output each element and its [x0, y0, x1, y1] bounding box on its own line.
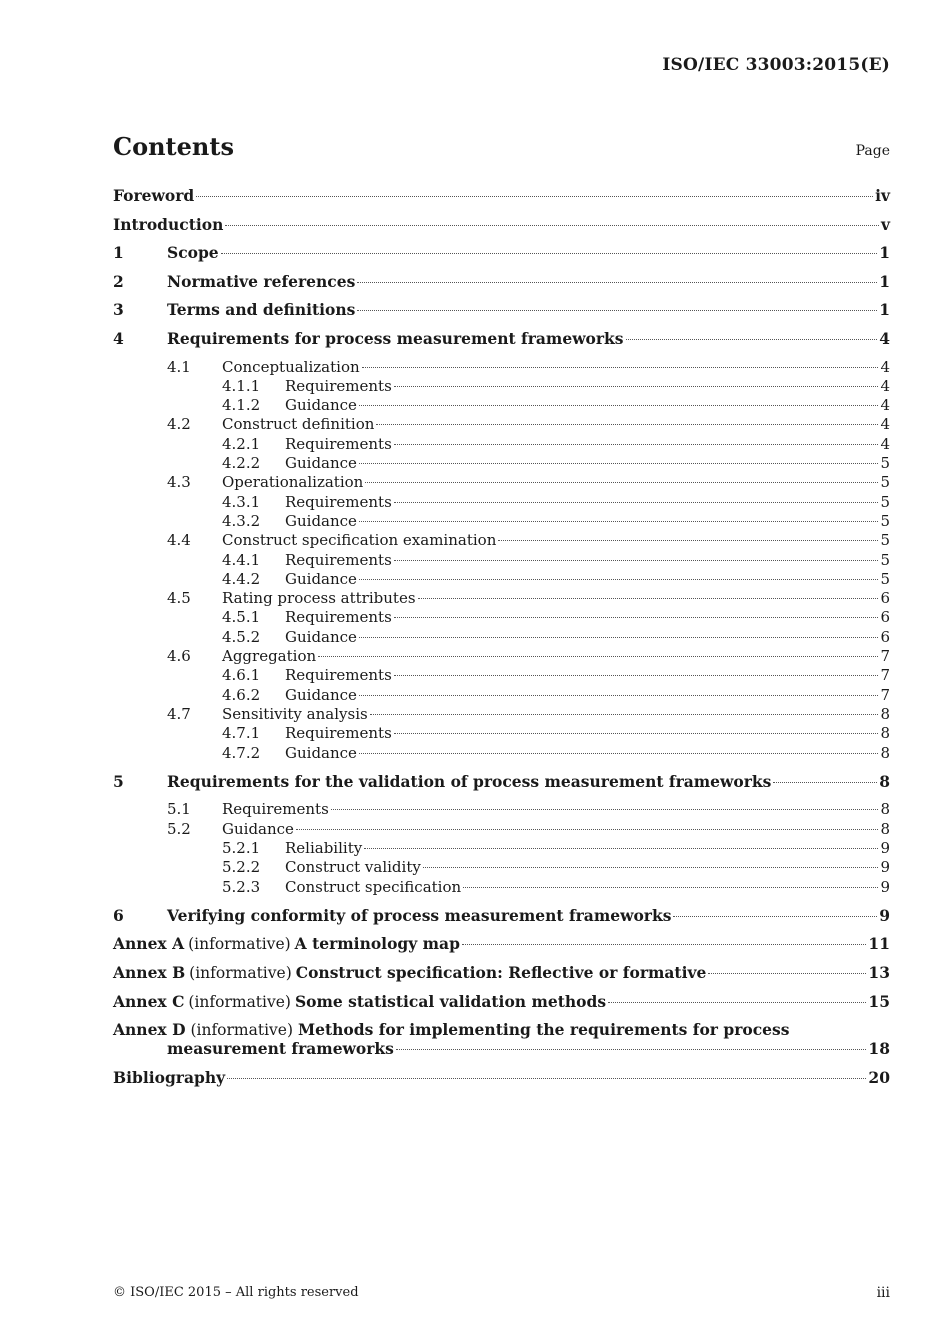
- toc-page-number: 5: [880, 473, 890, 492]
- toc-entry-subsubsection[interactable]: [113, 435, 890, 454]
- toc-entry-section[interactable]: [113, 243, 890, 272]
- toc-page-number: iv: [875, 186, 890, 205]
- toc-entry-subsection[interactable]: [113, 589, 890, 608]
- toc-entry-annex[interactable]: [113, 934, 890, 963]
- toc-entry-subsubsection[interactable]: [113, 396, 890, 415]
- annex-label: Annex C: [113, 991, 185, 1011]
- toc-entry-foreword[interactable]: [113, 186, 890, 215]
- toc-entry-subsection[interactable]: [113, 647, 890, 666]
- toc-entry-subsection[interactable]: [113, 473, 890, 492]
- toc-entry-text: Requirements: [285, 724, 392, 743]
- dot-leader: [394, 733, 879, 734]
- annex-title: Some statistical validation methods: [294, 991, 607, 1011]
- toc-entry-subsubsection[interactable]: [113, 724, 890, 743]
- toc-entry-text: Reliability: [285, 838, 363, 857]
- dot-leader: [394, 560, 879, 561]
- toc-entry-subsubsection[interactable]: [113, 744, 890, 763]
- toc-entry-text: Requirements: [285, 608, 392, 627]
- toc-page-number: 1: [879, 243, 890, 263]
- dot-leader: [394, 617, 879, 618]
- toc-entry-number: 5.2.2: [222, 858, 261, 877]
- toc-entry-subsubsection[interactable]: [113, 493, 890, 512]
- toc-entry-introduction[interactable]: [113, 215, 890, 244]
- dot-leader: [359, 695, 879, 696]
- toc-page-number: 8: [880, 704, 890, 723]
- toc-entry-text: Requirements: [285, 376, 392, 395]
- toc-page-number: 7: [880, 666, 890, 685]
- dot-leader: [331, 809, 879, 810]
- toc-entry-text: Guidance: [285, 627, 357, 646]
- toc-entry-text: Requirements: [285, 666, 392, 685]
- toc-entry-number: 4.2.2: [222, 454, 261, 473]
- section-spacer: [113, 763, 890, 772]
- toc-entry-subsubsection[interactable]: [113, 454, 890, 473]
- toc-page-number: 8: [879, 771, 890, 791]
- toc-entry-text: Guidance: [285, 454, 357, 473]
- toc-entry-section[interactable]: [113, 906, 890, 935]
- toc-entry-subsubsection[interactable]: [113, 377, 890, 396]
- toc-entry-subsubsection[interactable]: [113, 628, 890, 647]
- toc-entry-text: Foreword: [113, 186, 195, 205]
- dot-leader: [359, 637, 879, 638]
- toc-entry-subsection[interactable]: [113, 415, 890, 434]
- toc-page-number: 18: [868, 1039, 890, 1059]
- toc-entry-subsubsection[interactable]: [113, 608, 890, 627]
- dot-leader: [359, 405, 879, 406]
- copyright-notice: © ISO/IEC 2015 – All rights reserved: [113, 1285, 359, 1300]
- annex-label: Annex D: [113, 1020, 186, 1040]
- toc-entry-subsubsection[interactable]: [113, 878, 890, 897]
- annex-heading: [113, 963, 706, 983]
- table-of-contents: [113, 186, 890, 1096]
- toc-entry-subsection[interactable]: [113, 531, 890, 550]
- dot-leader: [221, 253, 878, 254]
- toc-entry-text: Conceptualization: [222, 357, 360, 376]
- dot-leader: [608, 1002, 866, 1003]
- annex-title: Methods for implementing the requirements for process: [297, 1020, 790, 1040]
- toc-entry-number: 4.5.2: [222, 627, 261, 646]
- toc-page-number: 11: [868, 934, 890, 954]
- toc-entry-text: Guidance: [285, 685, 357, 704]
- toc-entry-number: 2: [113, 271, 124, 291]
- toc-entry-number: 4.6.1: [222, 666, 261, 685]
- toc-page-number: 5: [880, 569, 890, 588]
- toc-entry-number: 4.1.2: [222, 396, 261, 415]
- toc-page-number: 9: [880, 838, 890, 857]
- toc-page-number: 9: [880, 877, 890, 896]
- page-title: Contents: [113, 132, 234, 161]
- dot-leader: [394, 444, 879, 445]
- toc-entry-text: Guidance: [285, 396, 357, 415]
- toc-entry-text: Requirements: [222, 800, 329, 819]
- dot-leader: [370, 714, 879, 715]
- toc-entry-text: Scope: [167, 243, 219, 263]
- toc-entry-section[interactable]: [113, 772, 890, 801]
- dot-leader: [359, 579, 879, 580]
- toc-entry-number: 5.2.3: [222, 877, 261, 896]
- toc-entry-number: 5.2.1: [222, 838, 261, 857]
- toc-entry-text: Sensitivity analysis: [222, 704, 368, 723]
- dot-leader: [364, 848, 878, 849]
- toc-page-number: v: [880, 214, 890, 234]
- dot-leader: [318, 656, 878, 657]
- toc-sections: [113, 243, 890, 934]
- toc-entry-text: Construct definition: [222, 415, 375, 434]
- toc-entry-number: 5.1: [167, 800, 191, 819]
- toc-entry-section[interactable]: [113, 272, 890, 301]
- toc-entry-number: 1: [113, 243, 124, 263]
- toc-page-number: 8: [880, 819, 890, 838]
- toc-page-number: 4: [880, 357, 890, 376]
- dot-leader: [498, 540, 878, 541]
- toc-entry-text: Requirements: [285, 492, 392, 511]
- toc-entry-bibliography[interactable]: [113, 1068, 890, 1097]
- dot-leader: [196, 196, 873, 197]
- toc-entry-section[interactable]: [113, 329, 890, 358]
- toc-page-number: 5: [880, 454, 890, 473]
- toc-entry-text: Operationalization: [222, 473, 364, 492]
- toc-entry-section[interactable]: [113, 300, 890, 329]
- footer-page-number: iii: [876, 1285, 890, 1301]
- toc-entry-subsection[interactable]: [113, 705, 890, 724]
- toc-entry-number: 4.2: [167, 415, 191, 434]
- section-spacer: [113, 897, 890, 906]
- annex-type: (informative): [190, 1021, 294, 1040]
- toc-entry-text: Construct validity: [285, 858, 421, 877]
- dot-leader: [673, 916, 877, 917]
- annex-title-continued: measurement frameworks: [167, 1039, 394, 1059]
- page-column-label: Page: [855, 143, 890, 159]
- annex-type: (informative): [189, 964, 292, 983]
- dot-leader: [359, 463, 879, 464]
- toc-entry-subsection[interactable]: [113, 358, 890, 377]
- dot-leader: [626, 339, 878, 340]
- dot-leader: [376, 424, 878, 425]
- toc-entry-number: 6: [113, 905, 124, 925]
- dot-leader: [396, 1049, 867, 1050]
- dot-leader: [362, 367, 879, 368]
- dot-leader: [359, 521, 879, 522]
- toc-entry-number: 4.4: [167, 531, 191, 550]
- toc-entry-subsubsection[interactable]: [113, 551, 890, 570]
- toc-entry-subsubsection[interactable]: [113, 666, 890, 685]
- toc-entry-text: Requirements: [285, 550, 392, 569]
- annex-label: Annex B: [113, 963, 186, 983]
- annex-heading: [113, 934, 460, 954]
- toc-entry-number: 4.4.1: [222, 550, 261, 569]
- toc-entry-number: 4.6: [167, 647, 191, 666]
- toc-page-number: 9: [880, 858, 890, 877]
- toc-entry-number: 5.2: [167, 819, 191, 838]
- toc-entry-number: 3: [113, 300, 124, 320]
- toc-page-number: 5: [880, 492, 890, 511]
- toc-page-number: 8: [880, 724, 890, 743]
- dot-leader: [773, 782, 877, 783]
- toc-entry-annex[interactable]: [113, 963, 890, 992]
- dot-leader: [225, 225, 879, 226]
- dot-leader: [394, 386, 879, 387]
- toc-entry-number: 4.1.1: [222, 376, 261, 395]
- toc-page-number: 7: [880, 647, 890, 666]
- toc-entry-text: Requirements for the validation of process measurement frameworks: [167, 771, 772, 791]
- toc-entry-text: Requirements: [285, 434, 392, 453]
- toc-annexes: [113, 934, 890, 1020]
- toc-page-number: 6: [880, 627, 890, 646]
- toc-page-number: 4: [880, 376, 890, 395]
- toc-entry-number: 4.7.1: [222, 724, 261, 743]
- dot-leader: [365, 482, 878, 483]
- toc-entry-text: Guidance: [285, 511, 357, 530]
- toc-entry-text: Bibliography: [113, 1067, 226, 1087]
- toc-page-number: 8: [880, 800, 890, 819]
- toc-entry-subsubsection[interactable]: [113, 512, 890, 531]
- toc-page-number: 9: [879, 905, 890, 925]
- dot-leader: [394, 502, 879, 503]
- dot-leader: [359, 753, 879, 754]
- annex-type: (informative): [188, 935, 291, 954]
- toc-entry-text: Guidance: [222, 819, 294, 838]
- toc-entry-number: 4.1: [167, 357, 191, 376]
- dot-leader: [296, 829, 879, 830]
- toc-entry-subsection[interactable]: [113, 800, 890, 819]
- toc-entry-text: Aggregation: [222, 647, 317, 666]
- toc-entry-text: Requirements for process measurement frameworks: [167, 328, 624, 348]
- dot-leader: [708, 973, 866, 974]
- toc-page-number: 6: [880, 589, 890, 608]
- toc-entry-number: 4: [113, 328, 124, 348]
- toc-entry-subsubsection[interactable]: [113, 686, 890, 705]
- annex-title: Construct specification: Reflective or formative: [295, 963, 707, 983]
- toc-entry-number: 5: [113, 771, 124, 791]
- toc-entry-text: Guidance: [285, 743, 357, 762]
- toc-page-number: 4: [880, 396, 890, 415]
- toc-entry-text: Verifying conformity of process measurement frameworks: [167, 905, 672, 925]
- toc-entry-number: 4.4.2: [222, 569, 261, 588]
- annex-heading: [113, 992, 606, 1012]
- toc-entry-number: 4.7: [167, 704, 191, 723]
- toc-entry-subsubsection[interactable]: [113, 839, 890, 858]
- toc-entry-subsubsection[interactable]: [113, 570, 890, 589]
- annex-label: Annex A: [113, 934, 185, 954]
- toc-entry-text: Introduction: [113, 214, 224, 234]
- toc-page-number: 1: [879, 271, 890, 291]
- dot-leader: [418, 598, 879, 599]
- dot-leader: [394, 675, 879, 676]
- toc-page-number: 15: [868, 991, 890, 1011]
- dot-leader: [357, 282, 877, 283]
- toc-entry-text: Terms and definitions: [167, 300, 356, 320]
- annex-type: (informative): [188, 992, 291, 1011]
- document-header: ISO/IEC 33003:2015(E): [662, 55, 890, 75]
- dot-leader: [357, 310, 877, 311]
- toc-page-number: 6: [880, 608, 890, 627]
- toc-page-number: 1: [879, 300, 890, 320]
- toc-entry-number: 4.7.2: [222, 743, 261, 762]
- toc-page-number: 4: [880, 434, 890, 453]
- toc-entry-text: Rating process attributes: [222, 589, 416, 608]
- toc-page-number: 8: [880, 743, 890, 762]
- toc-entry-text: Normative references: [167, 271, 356, 291]
- toc-page-number: 5: [880, 531, 890, 550]
- toc-page-number: 13: [868, 963, 890, 983]
- dot-leader: [423, 867, 879, 868]
- toc-page-number: 5: [880, 511, 890, 530]
- toc-entry-annex[interactable]: [113, 992, 890, 1021]
- toc-page-number: 7: [880, 685, 890, 704]
- toc-entry-text: Guidance: [285, 569, 357, 588]
- dot-leader: [463, 887, 878, 888]
- toc-page-number: 5: [880, 550, 890, 569]
- toc-page-number: 20: [868, 1067, 890, 1087]
- toc-entry-number: 4.5: [167, 589, 191, 608]
- toc-entry-subsubsection[interactable]: [113, 858, 890, 877]
- toc-entry-annex-d[interactable]: [113, 1020, 890, 1068]
- toc-entry-number: 4.5.1: [222, 608, 261, 627]
- toc-entry-number: 4.6.2: [222, 685, 261, 704]
- toc-entry-subsection[interactable]: [113, 820, 890, 839]
- dot-leader: [227, 1078, 866, 1079]
- toc-page-number: 4: [879, 328, 890, 348]
- dot-leader: [462, 944, 866, 945]
- toc-entry-text: Construct specification examination: [222, 531, 497, 550]
- toc-entry-text: Construct specification: [285, 877, 462, 896]
- annex-title: A terminology map: [294, 934, 460, 954]
- toc-page-number: 4: [880, 415, 890, 434]
- toc-entry-number: 4.3.2: [222, 511, 261, 530]
- toc-entry-number: 4.2.1: [222, 434, 261, 453]
- toc-entry-number: 4.3: [167, 473, 191, 492]
- toc-entry-number: 4.3.1: [222, 492, 261, 511]
